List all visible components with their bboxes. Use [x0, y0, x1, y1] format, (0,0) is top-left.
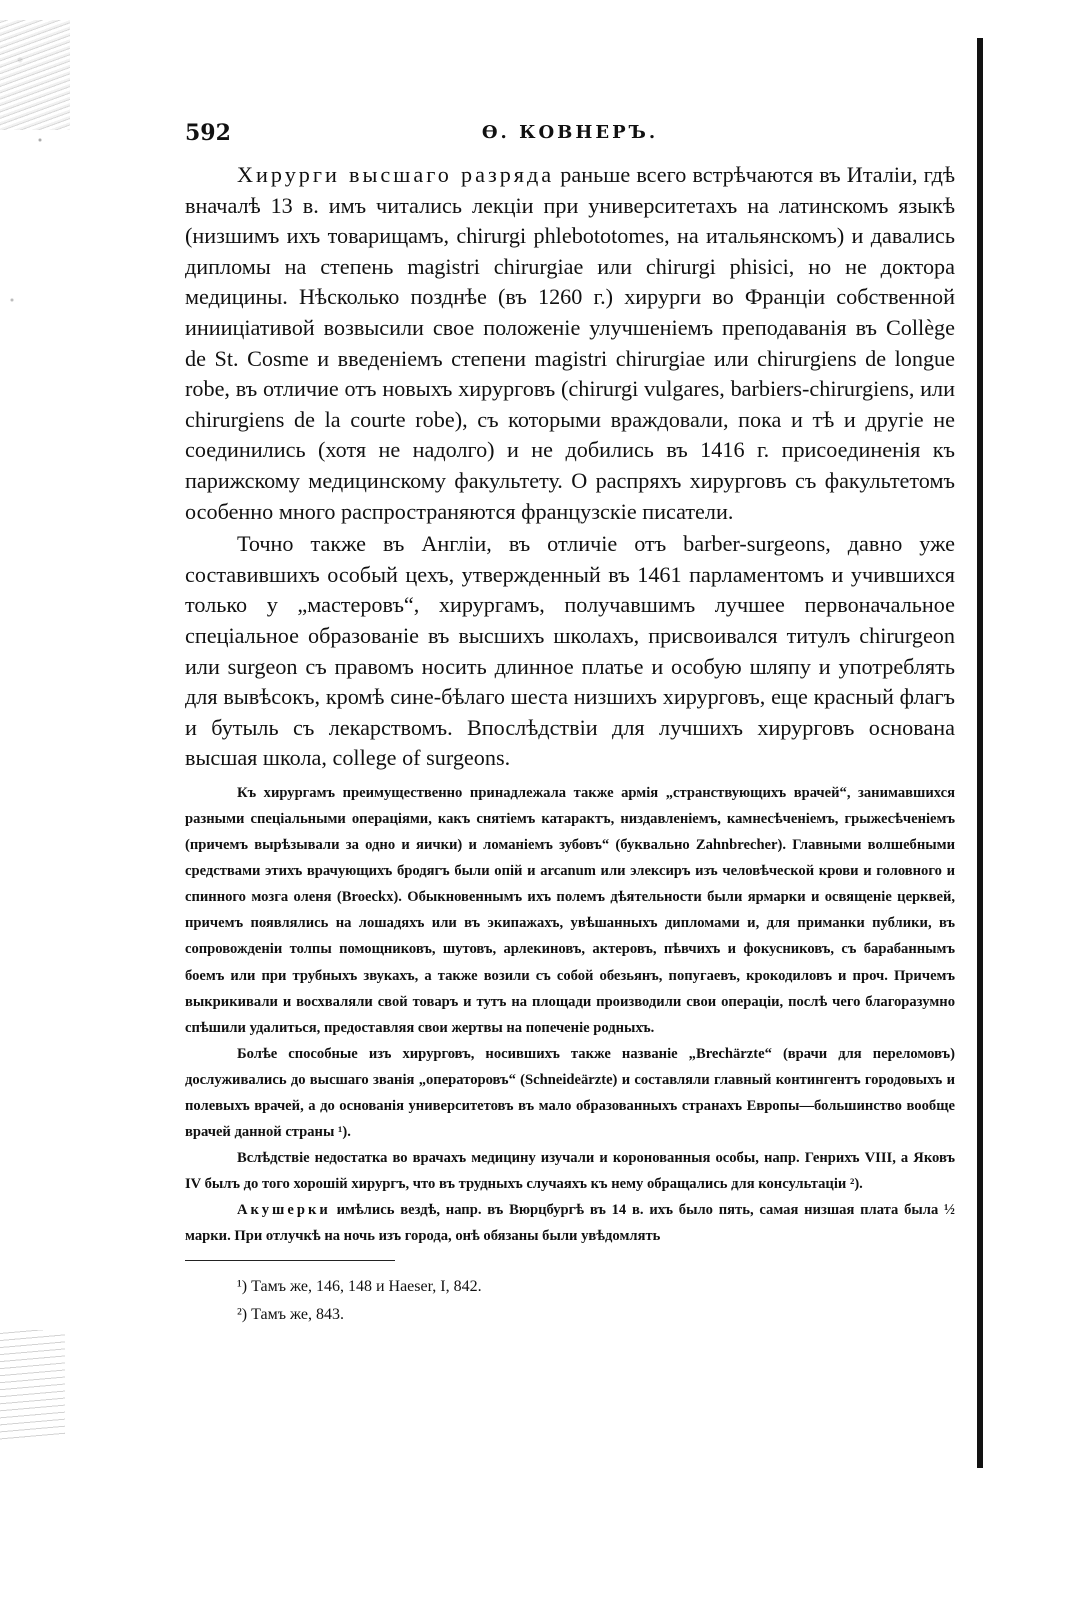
paragraph-1 [185, 160, 955, 527]
small-paragraph-4-lead: Акушерки [237, 1202, 331, 1219]
paragraph-2 [185, 529, 955, 774]
footnotes [185, 1273, 955, 1329]
main-text [185, 160, 955, 774]
footnote-2: ²) Тамъ же, 843. [237, 1305, 344, 1323]
small-paragraph-4 [185, 1197, 955, 1249]
small-paragraph-3-text: Вслѣдствіе недостатка во врачахъ медицину изучали и коронованныя особы, напр. Генрихъ VIII, а Яковъ IV былъ до того хорошій хирургъ, что въ трудныхъ случаяхъ къ нему обращались для консультаціи ²). [185, 1150, 955, 1193]
small-paragraph-2 [185, 1041, 955, 1145]
small-print-text [185, 780, 955, 1250]
paragraph-1-text: раньше всего встрѣчаются въ Италіи, гдѣ вначалѣ 13 в. имъ читались лекціи при университетахъ на латинскомъ языкѣ (низшимъ ихъ товарищамъ, chirurgi phlebototomes, на итальянскомъ) и давались дипломы на степень magistri chirurgiae или chirurgi phisici, но не доктора медицины. Нѣсколько позднѣе (въ 1260 г.) хирурги во Франціи собственной инииціативой возвысили свое положеніе улучшеніемъ преподаванія въ Collège de St. Cosme и введеніемъ степени magistri chirurgiae или chirurgiens de longue robe, въ отличие отъ новыхъ хирурговъ (chirurgi vulgares, barbiers-chirurgiens, или chirurgiens de la courte robe), съ которыми враждовали, пока и тѣ и другіе не соединились (хотя не надолго) и не добились въ 1416 г. присоединенія къ парижскому медицинскому факультету. О распряхъ хирурговъ съ факультетомъ особенно много распространяются французскіе писатели. [185, 162, 955, 524]
page-edge-right [977, 38, 983, 1468]
page [185, 112, 955, 1329]
small-paragraph-3 [185, 1145, 955, 1197]
paragraph-1-lead: Хирурги высшаго разряда [237, 162, 555, 187]
footnote-1: ¹) Тамъ же, 146, 148 и Haeser, I, 842. [237, 1277, 482, 1295]
paragraph-2-text: Точно также въ Англіи, въ отличіе отъ barber-surgeons, давно уже составившихъ особый цехъ, утвержденный въ 1461 парламентомъ и учившихся только у „мастеровъ“, хирургамъ, получавшимъ лучшее первоначальное спеціальное образованіе въ высшихъ школахъ, присвоивался титулъ chirurgeon или surgeon съ правомъ носить длинное платье и особую шляпу и употреблять для вывѣсокъ, кромѣ сине-бѣлаго шеста низшихъ хирурговъ, еще красный флагъ и бутыль съ лекарствомъ. Впослѣдствіи для лучшихъ хирурговъ основана высшая школа, college of surgeons. [185, 531, 955, 771]
small-paragraph-1-text: Къ хирургамъ преимущественно принадлежала также армія „странствующихъ врачей“, занимавшихся разными спеціальными операціями, какъ снятіемъ катарактъ, низдавленіемъ, камнесѣченіемъ, грыжесѣченіемъ (причемъ вырѣзывали за одно и яички) и ломаніемъ зубовъ“ (буквально Zahnbrecher). Главными волшебными средствами этихъ врачующихъ бродягъ были опій и arcanum или элексиръ изъ человѣческой крови и головного и спинного мозга оленя (Broeckx). Обыкновеннымъ ихъ полемъ дѣятельности были ярмарки и освященіе церквей, причемъ появлялись на лошадяхъ или въ экипажахъ, увѣшанныхъ дипломами и, для приманки публики, въ сопровожденіи толпы помощниковъ, шутовъ, арлекиновъ, актеровъ, пѣвчихъ и фокусниковъ, съ барабаннымъ боемъ или при трубныхъ звукахъ, а также возили съ собой обезьянъ, попугаевъ, крокодиловъ и проч. Причемъ выкрикивали и восхваляли свой товаръ и тутъ на площади производили свои операціи, послѣ чего благоразумно спѣшили удалиться, предоставляя свои жертвы на попеченіе родныхъ. [185, 784, 955, 1036]
small-paragraph-4-text: имѣлись вездѣ, напр. въ Вюрцбургѣ въ 14 в. ихъ было пять, самая низшая плата была ½ марки. При отлучкѣ на ночь изъ города, онѣ обязаны были увѣдомлять [185, 1202, 955, 1245]
scan-noise-bottom [0, 1330, 65, 1440]
small-paragraph-2-text: Болѣе способные изъ хирурговъ, носившихъ также названіе „Brechärzte“ (врачи для переломовъ) дослуживались до высшаго званія „операторовъ“ (Schneideärzte) и составляли главный контингентъ городовыхъ и полевыхъ врачей, а до основанія университетовъ въ мало образованныхъ странахъ Европы—большинство вообще врачей данной страны ¹). [185, 1045, 955, 1141]
page-edge-left [0, 0, 60, 1601]
page-number: 592 [185, 120, 231, 146]
small-paragraph-1 [185, 780, 955, 1041]
page-header [185, 112, 955, 160]
footnote-divider [185, 1260, 395, 1271]
scan-noise-top [0, 20, 70, 130]
running-head: Ѳ. КОВНЕРЪ. [481, 122, 659, 143]
